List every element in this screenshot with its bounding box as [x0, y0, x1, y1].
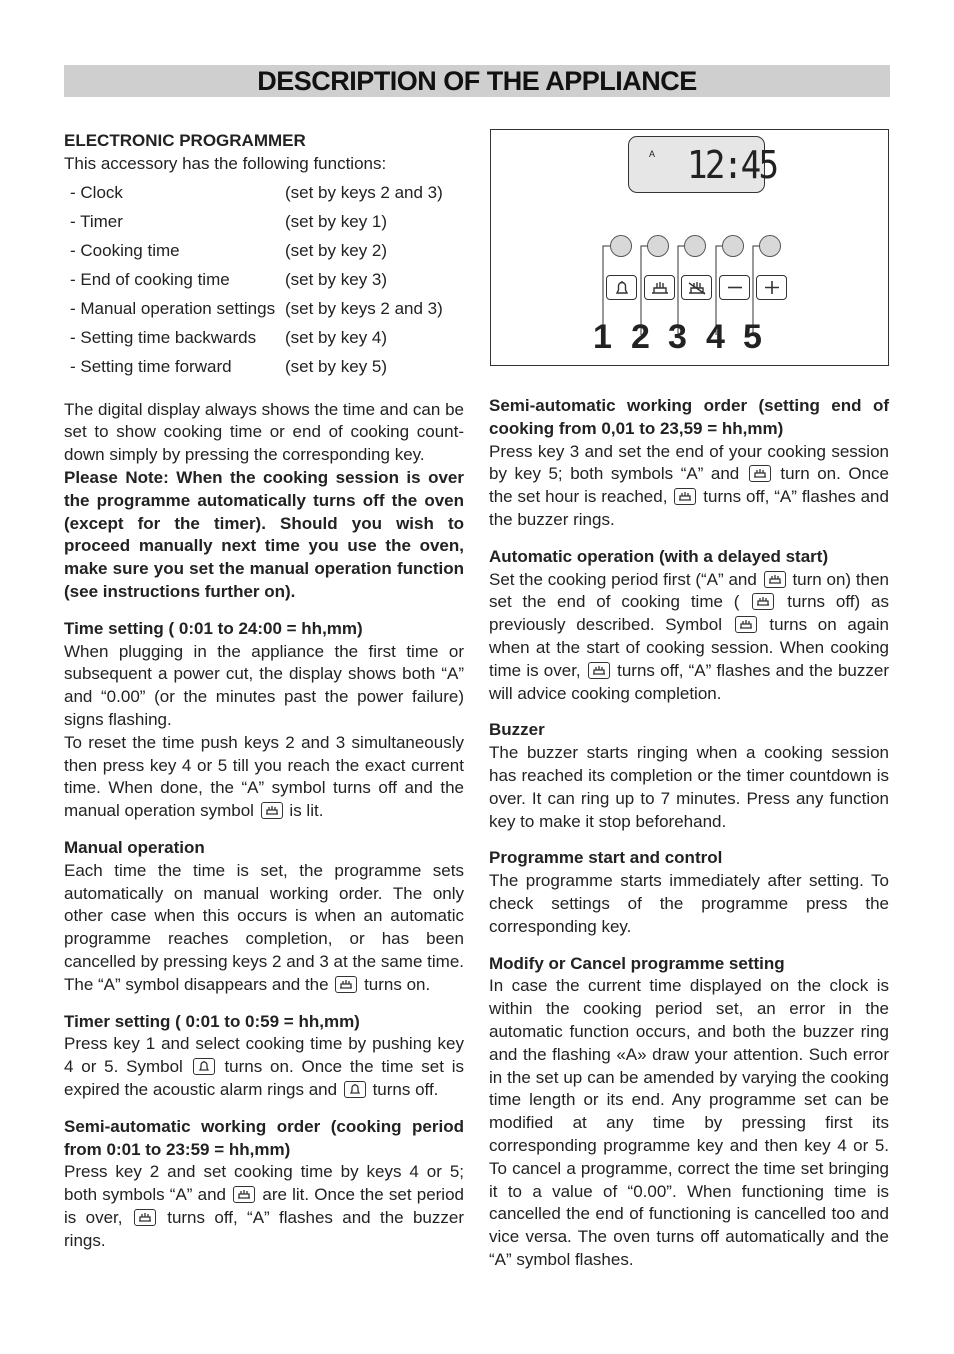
display-paragraph: The digital display always shows the time and can be set to show cooking time or end of cooking count-down simply by pressing the corresponding key.	[64, 399, 464, 465]
bell-icon	[344, 1081, 366, 1098]
minus-key-icon	[719, 275, 750, 300]
key-number-4: 4	[706, 318, 725, 356]
key-number-3: 3	[668, 318, 687, 356]
cooking-time-key-icon	[644, 275, 675, 300]
modify-paragraph: In case the current time displayed on the clock is within the cooking period set, an error in the automatic function occurs, and both the buzzer ring and the flashing «A» draw your attention. Such error in the set up can be amended by varying the cooking time length or its end. Any programme set can be modified at any time by pressing first its corresponding programme key and then key 4 or 5. To cancel a programme, correct the time set bringing it to a value of “0.00”. When functioning time is cancelled the end of functioning is cancelled too and vice versa. The oven turns off automatically and the “A” symbol flashes.	[489, 976, 889, 1269]
manual-paragraph: Each time the time is set, the programme sets automatically on manual working order. The only other case when this occurs is when an automatic programme reaches completion, or has been cancelled by pressing keys 2 and 3 at the same time. The “A” symbol disappears and the turns on.	[64, 860, 464, 994]
page-header	[64, 65, 890, 97]
function-name: - Cooking time	[70, 240, 180, 260]
timer-title: Timer setting ( 0:01 to 0:59 = hh,mm)	[64, 1011, 360, 1031]
semi-auto-1-title: Semi-automatic working order (cooking period from 0:01 to 23:59 = hh,mm)	[64, 1116, 464, 1159]
function-keys: (set by key 4)	[285, 327, 388, 347]
function-keys: (set by key 2)	[285, 240, 388, 260]
programme-start-title: Programme start and control	[489, 848, 723, 868]
page-title: DESCRIPTION OF THE APPLIANCE	[257, 66, 697, 96]
function-name: - Clock	[70, 182, 123, 202]
programmer-panel	[490, 129, 889, 366]
cooking-time-icon	[588, 662, 610, 679]
programmer-intro: This accessory has the following functions:	[64, 153, 387, 173]
function-row	[70, 327, 443, 356]
manual-title: Manual operation	[64, 837, 205, 857]
bell-icon	[193, 1058, 215, 1075]
cooking-time-icon	[749, 465, 771, 482]
display-time: 12:45	[687, 143, 777, 187]
cooking-time-icon	[134, 1209, 156, 1226]
semi-auto-2-paragraph: Press key 3 and set the end of your cooking session by key 5; both symbols “A” and turn on. Once the set hour is reached, turns off, “A” flashes and the buzzer rings.	[489, 441, 889, 529]
buzzer-title: Buzzer	[489, 720, 545, 740]
manual-cooking-icon	[261, 802, 283, 819]
display-a-symbol: A	[649, 149, 656, 159]
cooking-time-icon	[735, 616, 757, 633]
note-paragraph: Please Note: When the cooking session is over the programme automatically turns off the oven (except for the timer). Should you wish to proceed manually next time you use the oven, make sure you set the manual operation function (see instructions further on).	[64, 467, 464, 601]
timer-paragraph: Press key 1 and select cooking time by pushing key 4 or 5. Symbol turns on. Once the time set is expired the acoustic alarm rings and turns off.	[64, 1034, 464, 1099]
auto-paragraph: Set the cooking period first (“A” and turn on) then set the end of cooking time ( turns off) as previously described. Symbol turns on again when at the start of cooking session. When cooking time is over, turns off, “A” flashes and the buzzer will advice cooking completion.	[489, 569, 890, 703]
cooking-time-icon	[752, 593, 774, 610]
programme-start-paragraph: The programme starts immediately after setting. To check settings of the programme press the corresponding key.	[489, 871, 889, 936]
cooking-time-icon	[674, 488, 696, 505]
key-number-2: 2	[631, 318, 650, 356]
manual-cooking-icon	[335, 976, 357, 993]
end-cooking-key-icon	[681, 275, 712, 300]
auto-title: Automatic operation (with a delayed start)	[489, 546, 829, 566]
time-setting-title: Time setting ( 0:01 to 24:00 = hh,mm)	[64, 618, 363, 638]
function-keys: (set by key 1)	[285, 211, 388, 231]
function-row	[70, 211, 443, 240]
right-column	[489, 395, 889, 1272]
cooking-time-icon	[233, 1186, 255, 1203]
function-name: - Timer	[70, 211, 123, 231]
semi-auto-1-paragraph: Press key 2 and set cooking time by keys 4 or 5; both symbols “A” and are lit. Once the set period is over, turns off, “A” flashes and the buzzer rings.	[64, 1162, 464, 1250]
function-keys: (set by key 3)	[285, 269, 388, 289]
function-row	[70, 182, 443, 211]
function-row	[70, 298, 443, 327]
buzzer-paragraph: The buzzer starts ringing when a cooking session has reached its completion or the timer countdown is over. It can ring up to 7 minutes. Press any function key to make it stop beforehand.	[489, 743, 889, 831]
function-name: - Setting time backwards	[70, 327, 257, 347]
functions-table	[70, 182, 443, 385]
function-keys: (set by keys 2 and 3)	[285, 298, 443, 318]
left-column	[64, 130, 464, 1252]
modify-title: Modify or Cancel programme setting	[489, 953, 785, 973]
function-row	[70, 240, 443, 269]
plus-key-icon	[756, 275, 787, 300]
function-name: - Setting time forward	[70, 356, 232, 376]
function-row	[70, 269, 443, 298]
key-leader-lines	[491, 130, 890, 367]
key-number-5: 5	[743, 318, 762, 356]
bell-key-icon	[606, 275, 637, 300]
programmer-title: ELECTRONIC PROGRAMMER	[64, 131, 306, 150]
function-name: - Manual operation settings	[70, 298, 276, 318]
function-keys: (set by keys 2 and 3)	[285, 182, 443, 202]
function-name: - End of cooking time	[70, 269, 230, 289]
semi-auto-2-title: Semi-automatic working order (setting end of cooking from 0,01 to 23,59 = hh,mm)	[489, 396, 889, 438]
cooking-time-icon	[764, 571, 786, 588]
function-row	[70, 356, 443, 385]
key-number-1: 1	[593, 318, 612, 356]
time-setting-p1: When plugging in the appliance the first time or subsequent a power cut, the display shows both “A” and “0.00” (or the minutes past the power failure) signs flashing.	[64, 641, 464, 729]
function-keys: (set by key 5)	[285, 356, 388, 376]
time-setting-p2: To reset the time push keys 2 and 3 simultaneously then press key 4 or 5 till you reach the exact current time. When done, the “A” symbol turns off and the manual operation symbol is lit.	[64, 732, 464, 821]
